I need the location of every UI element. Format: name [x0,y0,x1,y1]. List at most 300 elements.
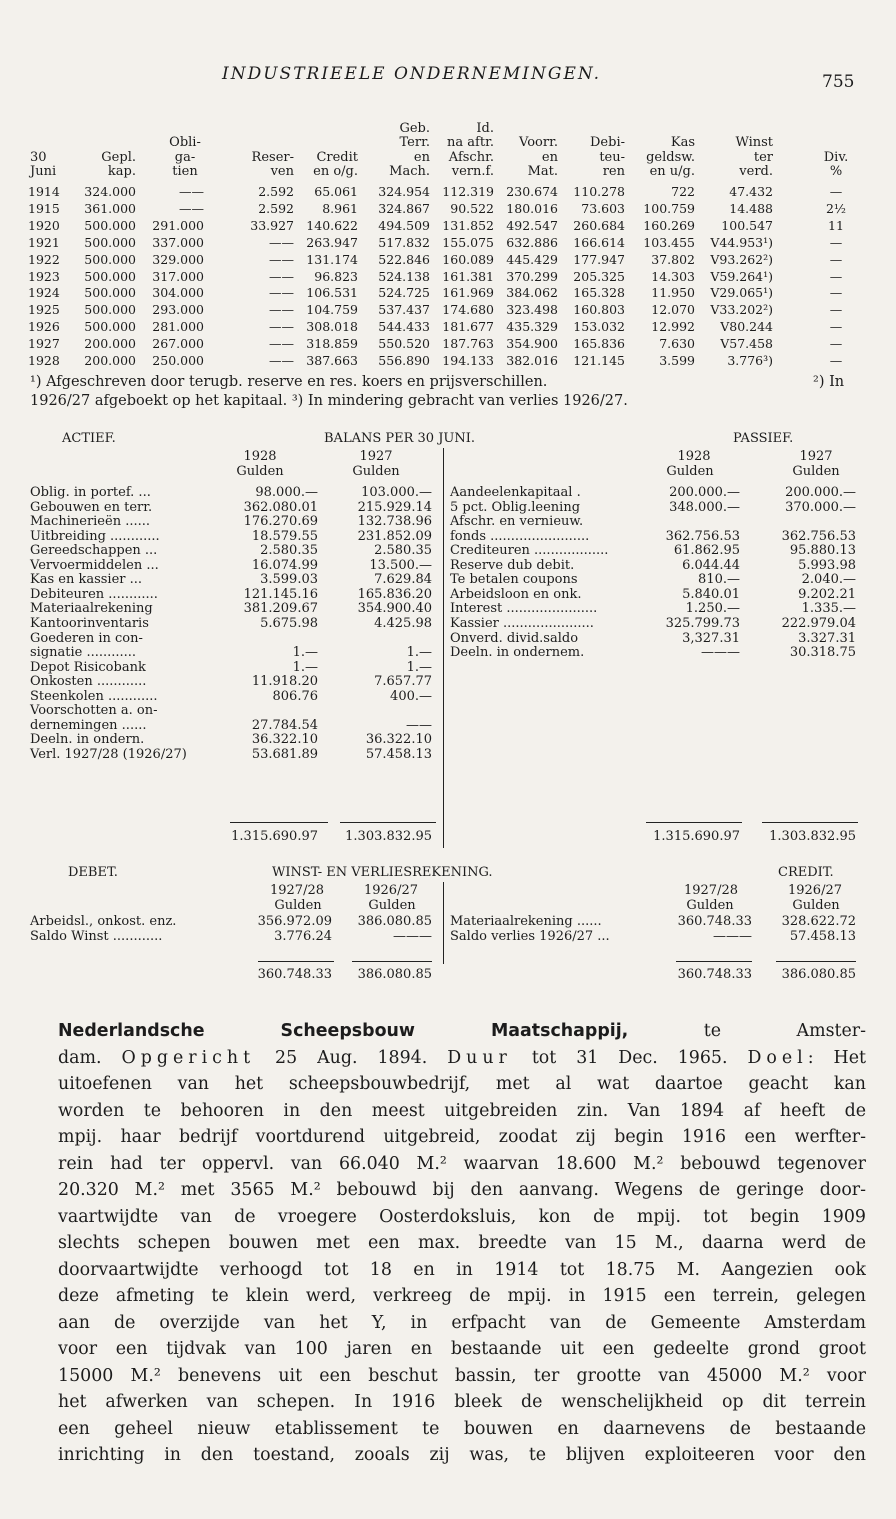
table-cell: 131.852 [442,217,494,233]
table-cell: 500.000 [84,217,136,233]
passief-value-1927: 222.979.04 [781,615,856,631]
table-cell: 435.329 [506,319,558,335]
table-cell: 90.522 [450,200,494,216]
text-run: mpij. haar bedrijf voortdurend uitgebreid, zoodat zij begin 1916 een werfter- [58,1127,866,1147]
actief-label: Kas en kassier ... [30,572,143,588]
credit-value: ——— [713,929,752,944]
column-header: na aftr. [447,135,494,151]
debet-title: DEBET. [68,865,118,880]
column-header: Gepl. [101,149,136,165]
column-header: Voorr. [519,135,558,151]
table-cell: 291.000 [152,217,204,233]
passief-value-1928: 3,327.31 [682,630,740,646]
table-cell: 317.000 [152,268,204,284]
table-cell: 230.674 [506,184,558,199]
text-run: doorvaartwijdte verhoogd tot 18 en in 1914 tot 18.75 M. Aangezien ook [58,1259,866,1280]
paragraph-line [58,1018,866,1045]
table-cell: 382.016 [506,353,558,368]
table-cell: 100.759 [643,200,695,216]
actief-label: Vervoermiddelen ... [30,557,159,573]
passief-value-1928: 5.840.01 [682,586,740,602]
passief-value-1928: 362.756.53 [665,528,740,544]
actief-value-1927: 132.738.96 [357,514,432,530]
table-cell: 556.890 [378,353,430,368]
table-cell: 500.000 [84,268,136,284]
actief-label: Steenkolen ............ [30,688,158,704]
sum-rule [776,961,856,962]
total-value: 360.748.33 [677,967,752,982]
actief-value-1927: 36.322.10 [365,732,432,748]
actief-value-1928: 176.270.69 [243,514,318,530]
passief-value-1927: 362.756.53 [781,528,856,544]
column-header: Mat. [527,164,558,180]
actief-label: Goederen in con- [30,630,143,646]
table-cell: 96.823 [314,268,358,284]
table-cell: 308.018 [306,319,358,335]
sum-rule [646,822,742,823]
table-cell: V59.264¹) [710,268,773,284]
paragraph-line [58,1045,866,1072]
actief-title: ACTIEF. [62,431,116,446]
credit-value: 360.748.33 [677,914,752,929]
actief-value-1928: 53.681.89 [251,746,318,762]
table-cell: 165.836 [573,336,625,352]
text-run: een geheel nieuw etablissement te bouwen en daarnevens de bestaande [58,1418,866,1439]
passief-title: PASSIEF. [733,431,794,446]
actief-label: Kantoorinventaris [30,615,149,631]
actief-value-1927: 1.— [406,645,432,661]
table-cell: 12.070 [651,302,695,318]
text-run: rein had ter oppervl. van 66.040 M.² waarvan 18.600 M.² bebouwd tegenover [58,1153,866,1174]
paragraph-line [58,1177,866,1204]
table-cell: 318.859 [306,336,358,352]
table-cell: 160.269 [643,217,695,233]
passief-label: Interest ...................... [450,601,598,617]
text-run: slechts schepen bouwen met een max. breedte van 15 M., daarna werd de [58,1233,866,1253]
actief-label: signatie ............ [30,645,137,661]
actief-label: Verl. 1927/28 (1926/27) [30,746,187,762]
year-header: 1928 [243,449,277,464]
table-cell: 1921 [28,234,60,250]
text-run: te Amster- [628,1021,866,1041]
text-run: het afwerken van schepen. In 1916 bleek de wenschelijkheid op dit terrein [58,1392,866,1412]
actief-label: Debiteuren ............ [30,586,158,602]
table-cell: V44.953¹) [710,234,773,250]
sum-rule [676,961,752,962]
total-value: 1.315.690.97 [653,829,740,844]
debet-value: 3.776.24 [274,929,332,944]
table-cell: 494.509 [378,217,430,233]
debet-value: 386.080.85 [357,914,432,929]
column-header: 30 [30,149,47,165]
table-cell: —— [269,234,294,250]
table-cell: —— [269,268,294,284]
table-cell: 194.133 [442,353,494,368]
table-cell: 329.000 [152,251,204,267]
passief-label: Kassier ...................... [450,615,594,631]
table-cell: V29.065¹) [710,285,773,301]
table-cell: 293.000 [152,302,204,318]
text-run: tot 31 Dec. 1965. [511,1047,748,1068]
table-cell: 7.630 [659,336,695,352]
passief-value-1927: 2.040.— [801,572,856,588]
passief-label: Crediteuren .................. [450,543,609,559]
passief-value-1927: 9.202.21 [798,586,856,602]
actief-value-1928: 36.322.10 [251,732,318,748]
table-cell: 161.381 [442,268,494,284]
passief-value-1927: 200.000.— [785,485,856,500]
table-cell: —— [269,319,294,335]
debet-value: ——— [393,929,432,944]
table-cell: 131.174 [306,251,358,267]
actief-value-1928: 1.— [292,659,318,675]
total-value: 386.080.85 [781,967,856,982]
column-header: Debi- [590,135,625,151]
table-cell: 324.000 [84,184,136,199]
credit-title: CREDIT. [778,865,834,880]
text-run: 15000 M.² benevens uit een beschut bassin, ter grootte van 45000 M.² voor [58,1365,866,1386]
actief-value-1927: 165.836.20 [357,586,432,602]
column-header: kap. [107,164,136,180]
table-cell: 165.328 [573,285,625,301]
paragraph-line [58,1257,866,1284]
total-value: 360.748.33 [257,967,332,982]
column-header: verd. [739,164,773,180]
table-cell: 181.677 [442,319,494,335]
table-cell: 166.614 [573,234,625,250]
table-cell: 263.947 [306,234,358,250]
table-cell: 174.680 [442,302,494,318]
passief-value-1928: 200.000.— [669,485,740,500]
table-cell: 522.846 [378,251,430,267]
column-header: ga- [174,149,196,165]
table-cell: 537.437 [378,302,430,318]
table-cell: 177.947 [573,251,625,267]
table-cell: 524.725 [378,285,430,301]
paragraph-line [58,1363,866,1390]
table-cell: 1925 [28,302,60,318]
table-cell: 180.016 [506,200,558,216]
table-cell: 524.138 [378,268,430,284]
table-cell: 281.000 [152,319,204,335]
text-run: dam. [58,1047,122,1068]
paragraph-line [58,1230,866,1257]
text-run: Duur [447,1047,512,1068]
table-cell: — [829,184,843,199]
table-cell: 1922 [28,251,60,267]
actief-value-1928: 806.76 [272,688,318,704]
column-header: teu- [599,149,625,165]
table-cell: 722 [671,184,695,199]
table-cell: V33.202²) [710,302,773,318]
actief-value-1927: 57.458.13 [365,746,432,762]
table-cell: 1928 [28,353,60,368]
table-cell: 160.089 [442,251,494,267]
column-header: ter [753,149,773,165]
actief-value-1927: 400.— [390,688,432,704]
table-cell: — [829,302,843,318]
passief-value-1928: 810.— [698,572,740,588]
column-header: vern.f. [451,164,494,180]
passief-value-1927: 95.880.13 [789,543,856,559]
passief-value-1927: 370.000.— [785,499,856,515]
table-cell: 445.429 [506,251,558,267]
passief-value-1928: 348.000.— [669,499,740,515]
passief-value-1927: 3.327.31 [798,630,856,646]
year-header: 1926/27 [363,883,418,898]
actief-label: Gebouwen en terr. [30,499,153,515]
passief-label: fonds ........................ [450,528,590,544]
table-cell: 384.062 [506,285,558,301]
column-header: Geb. [399,120,430,136]
column-header: Juni [30,164,57,180]
table-cell: 500.000 [84,251,136,267]
total-value: 1.303.832.95 [345,829,432,844]
table-cell: 161.969 [442,285,494,301]
text-run: deze afmeting te klein werd, verkreeg de mpij. in 1915 een terrein, gelegen [58,1286,866,1306]
actief-label: Machinerieën ...... [30,514,150,530]
table-cell: 104.759 [306,302,358,318]
actief-label: Gereedschappen ... [30,543,158,559]
table-cell: —— [269,353,294,368]
passief-label: Te betalen coupons [450,572,578,588]
text-run: vaartwijdte van de vroegere Oosterdoksluis, kon de mpij. tot begin 1909 [58,1206,866,1227]
page-number: 755 [822,72,855,92]
table-cell: 304.000 [152,285,204,301]
table-cell: 324.867 [378,200,430,216]
year-header: 1927 [799,449,833,464]
column-header: Reser- [251,149,294,165]
table-cell: 267.000 [152,336,204,352]
text-run: 25 Aug. 1894. [255,1047,448,1068]
table-cell: 11.950 [651,285,695,301]
column-divider [443,448,444,848]
table-cell: 73.603 [581,200,625,216]
table-cell: 492.547 [506,217,558,233]
column-header: Afschr. [448,149,494,165]
paragraph-line [58,1098,866,1125]
debet-value: 356.972.09 [257,914,332,929]
column-header: en [413,149,430,165]
table-cell: 544.433 [378,319,430,335]
unit-header: Gulden [368,898,416,913]
sum-rule [340,822,436,823]
year-header: 1927 [359,449,393,464]
passief-label: Arbeidsloon en onk. [450,586,582,602]
table-cell: 337.000 [152,234,204,250]
table-cell: 387.663 [306,353,358,368]
credit-value: 57.458.13 [789,929,856,944]
actief-value-1927: 231.852.09 [357,528,432,544]
actief-value-1927: 2.580.35 [374,543,432,559]
table-cell: — [829,251,843,267]
table-cell: 370.299 [506,268,558,284]
text-run: : Het [807,1047,866,1068]
debet-label: Saldo Winst ............ [30,929,163,944]
table-cell: 106.531 [306,285,358,301]
table-cell: — [829,319,843,335]
actief-value-1928: 27.784.54 [251,717,318,733]
column-header: Terr. [399,135,430,151]
table-cell: 200.000 [84,336,136,352]
table-cell: —— [179,200,204,216]
table-cell: 14.488 [729,200,773,216]
passief-label: Reserve dub debit. [450,557,575,573]
table-cell: 260.684 [573,217,625,233]
table-cell: 47.432 [729,184,773,199]
column-header: geldsw. [646,149,695,165]
table-cell: — [829,336,843,352]
year-header: 1926/27 [787,883,842,898]
table-cell: 37.802 [651,251,695,267]
column-header: Mach. [389,164,430,180]
paragraph-line [58,1389,866,1416]
table-cell: 121.145 [573,353,625,368]
passief-value-1928: 61.862.95 [673,543,740,559]
text-run: aan de overzijde van het Y, in erfpacht van de Gemeente Amsterdam [58,1312,866,1333]
table-cell: 550.520 [378,336,430,352]
table-cell: 140.622 [306,217,358,233]
table-cell: V93.262²) [710,251,773,267]
footnote-2-marker: ²) In [813,374,845,390]
actief-value-1928: 16.074.99 [251,557,318,573]
table-cell: 323.498 [506,302,558,318]
table-cell: —— [269,285,294,301]
actief-label: Onkosten ............ [30,674,147,690]
actief-value-1927: 13.500.— [369,557,432,573]
unit-header: Gulden [236,464,284,479]
column-header: Id. [476,120,494,136]
table-cell: 324.954 [378,184,430,199]
passief-value-1927: 5.993.98 [798,557,856,573]
table-cell: 1924 [28,285,60,301]
column-header: en u/g. [649,164,695,180]
table-cell: 187.763 [442,336,494,352]
actief-value-1927: 354.900.40 [357,601,432,617]
text-run: Doel [747,1047,808,1068]
passief-value-1928: 1.250.— [685,601,740,617]
actief-value-1928: 11.918.20 [251,674,318,690]
running-header: INDUSTRIEELE ONDERNEMINGEN. [222,64,602,84]
passief-label: Deeln. in ondernem. [450,645,585,661]
footnote-1: ¹) Afgeschreven door terugb. reserve en res. koers en prijsverschillen. [30,374,548,390]
table-cell: 3.776³) [727,353,773,368]
column-header: en o/g. [313,164,358,180]
passief-value-1928: 325.799.73 [665,615,740,631]
column-header: Div. [823,149,849,165]
total-value: 1.303.832.95 [769,829,856,844]
table-cell: 2.592 [258,200,294,216]
table-cell: 160.803 [573,302,625,318]
passief-label: Onverd. divid.saldo [450,630,579,646]
table-cell: — [829,285,843,301]
table-cell: 2½ [825,200,847,216]
text-run: inrichting in den toestand, zooals zij was, te blijven exploiteeren voor den [58,1445,866,1465]
passief-value-1927: 30.318.75 [789,645,856,661]
footnote-3: 1926/27 afgeboekt op het kapitaal. ³) In mindering gebracht van verlies 1926/27. [30,393,628,409]
table-cell: 1926 [28,319,60,335]
paragraph-line [58,1310,866,1337]
credit-label: Materiaalrekening ...... [450,914,602,929]
table-cell: 1915 [28,200,60,216]
paragraph-line [58,1071,866,1098]
passief-label: 5 pct. Oblig.leening [450,499,581,515]
table-cell: 110.278 [573,184,625,199]
column-header: Winst [735,135,773,151]
actief-value-1927: 7.657.77 [374,674,432,690]
table-cell: — [829,234,843,250]
table-cell: 632.886 [506,234,558,250]
actief-value-1927: 1.— [406,659,432,675]
paragraph-line [58,1283,866,1310]
credit-label: Saldo verlies 1926/27 ... [450,929,610,944]
unit-header: Gulden [352,464,400,479]
table-cell: 500.000 [84,234,136,250]
passief-value-1928: ——— [701,645,740,661]
actief-label: Oblig. in portef. ... [30,485,151,500]
debet-label: Arbeidsl., onkost. enz. [30,914,177,929]
paragraph-line [58,1204,866,1231]
unit-header: Gulden [274,898,322,913]
column-header: ven [270,164,294,180]
passief-label: Afschr. en vernieuw. [450,514,584,530]
balance-title: BALANS PER 30 JUNI. [324,431,476,446]
table-cell: —— [269,302,294,318]
actief-label: Depot Risicobank [30,659,146,675]
table-cell: 12.992 [651,319,695,335]
table-cell: 1927 [28,336,60,352]
actief-label: Materiaalrekening [30,601,153,617]
table-cell: V80.244 [720,319,773,335]
table-cell: — [829,353,843,368]
table-cell: 103.455 [643,234,695,250]
sum-rule [352,961,432,962]
table-cell: —— [179,184,204,199]
actief-value-1927: 7.629.84 [374,572,432,588]
actief-value-1927: 215.929.14 [357,499,432,515]
sum-rule [258,961,334,962]
table-cell: 361.000 [84,200,136,216]
year-header: 1927/28 [683,883,738,898]
sum-rule [230,822,328,823]
table-cell: 1914 [28,184,60,199]
actief-value-1928: 2.580.35 [260,543,318,559]
actief-value-1928: 18.579.55 [251,528,318,544]
unit-header: Gulden [666,464,714,479]
actief-value-1927: 103.000.— [361,485,432,500]
table-cell: 500.000 [84,302,136,318]
column-header: Obli- [169,135,201,151]
column-header: % [829,164,843,180]
unit-header: Gulden [792,898,840,913]
actief-value-1927: 4.425.98 [374,615,432,631]
passief-value-1928: 6.044.44 [682,557,740,573]
actief-value-1927: —— [406,717,432,733]
actief-value-1928: 5.675.98 [260,615,318,631]
table-cell: 250.000 [152,353,204,368]
table-cell: V57.458 [720,336,773,352]
text-run: worden te behooren in den meest uitgebreiden zin. Van 1894 af heeft de [58,1100,866,1121]
text-run: Opgericht [121,1047,256,1068]
table-cell: 155.075 [442,234,494,250]
table-cell: 205.325 [573,268,625,284]
text-run: Nederlandsche Scheepsbouw Maatschappij, [58,1021,629,1041]
actief-label: Deeln. in ondern. [30,732,145,748]
column-header: tien [172,164,198,180]
table-cell: 33.927 [250,217,294,233]
winst-title: WINST- EN VERLIESREKENING. [272,865,493,880]
table-cell: 200.000 [84,353,136,368]
